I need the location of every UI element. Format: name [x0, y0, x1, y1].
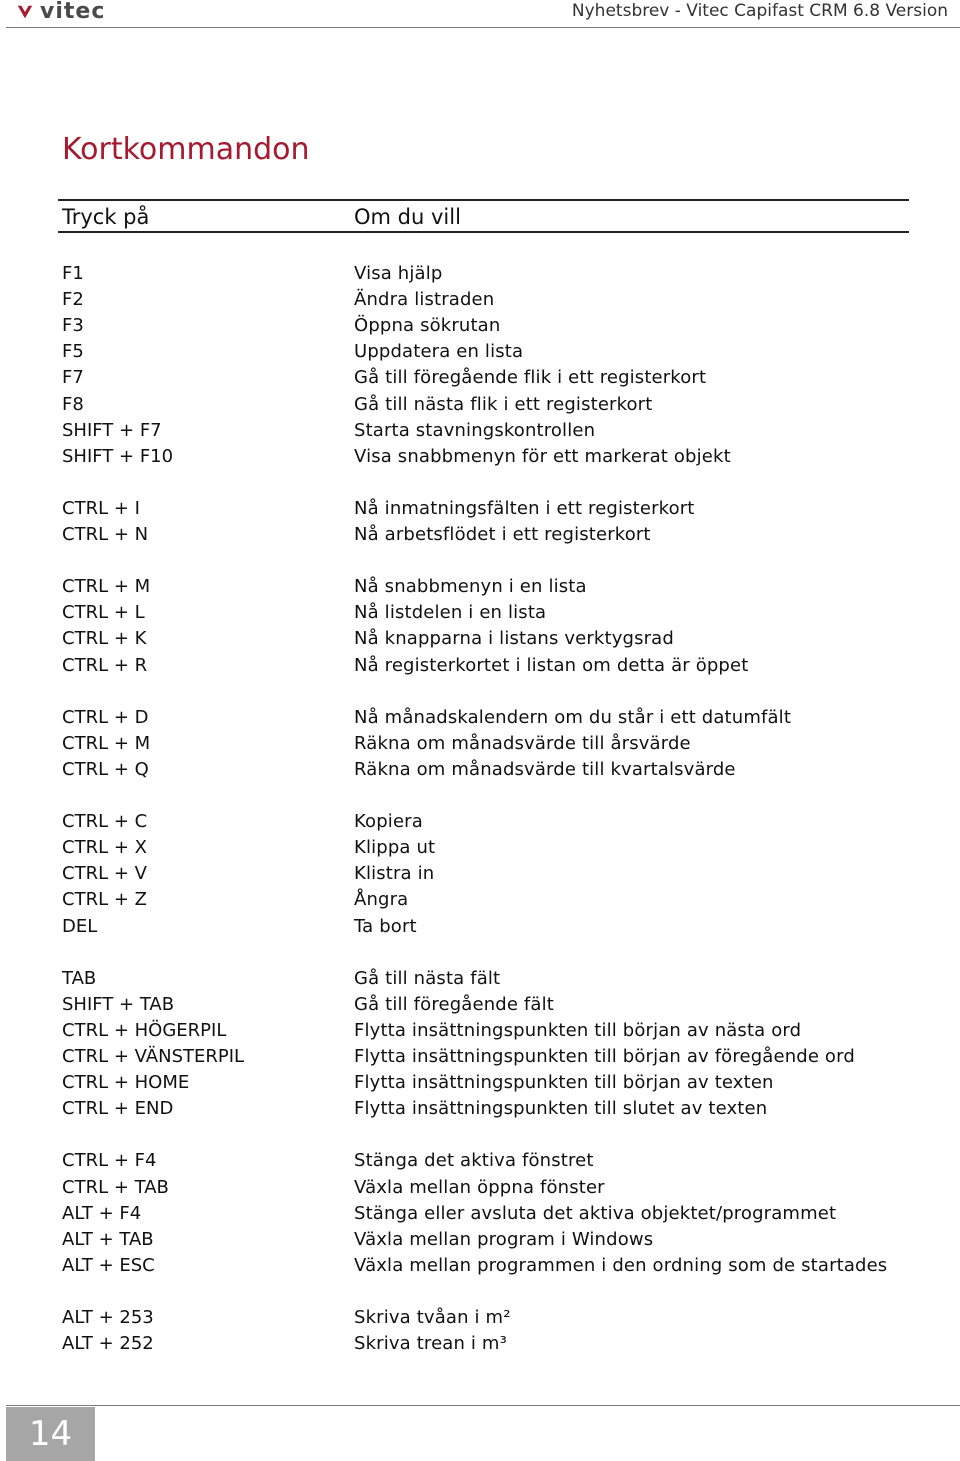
shortcut-key: ALT + ESC — [62, 1255, 155, 1276]
shortcut-action: Visa snabbmenyn för ett markerat objekt — [354, 446, 731, 467]
document-title: Nyhetsbrev - Vitec Capifast CRM 6.8 Version — [571, 1, 948, 21]
shortcut-action: Flytta insättningspunkten till början av föregående ord — [354, 1046, 855, 1067]
vitec-logo-icon — [16, 3, 34, 21]
shortcut-key: CTRL + R — [62, 655, 148, 676]
shortcut-key: CTRL + F4 — [62, 1150, 157, 1171]
table-header-rule — [58, 231, 909, 233]
shortcut-key: SHIFT + F10 — [62, 446, 174, 467]
shortcut-key: CTRL + HOME — [62, 1072, 190, 1093]
table-row — [0, 992, 960, 1018]
table-row — [0, 626, 960, 652]
shortcut-action: Ta bort — [354, 916, 417, 937]
shortcut-action: Nå registerkortet i listan om detta är öppet — [354, 655, 749, 676]
table-row — [0, 574, 960, 600]
shortcut-key: CTRL + V — [62, 863, 147, 884]
shortcut-action: Visa hjälp — [354, 263, 443, 284]
shortcut-action: Nå listdelen i en lista — [354, 602, 547, 623]
shortcut-action: Klippa ut — [354, 837, 436, 858]
shortcut-key: F3 — [62, 315, 84, 336]
shortcut-action: Stänga eller avsluta det aktiva objektet/programmet — [354, 1203, 837, 1224]
shortcut-key: F5 — [62, 341, 84, 362]
vitec-logo — [16, 2, 105, 22]
shortcut-action: Nå knapparna i listans verktygsrad — [354, 628, 674, 649]
shortcut-key: CTRL + I — [62, 498, 140, 519]
shortcut-action: Gå till föregående flik i ett registerkort — [354, 367, 707, 388]
shortcut-action: Starta stavningskontrollen — [354, 420, 596, 441]
shortcut-key: CTRL + M — [62, 576, 151, 597]
table-row — [0, 809, 960, 835]
shortcut-action: Ändra listraden — [354, 289, 495, 310]
shortcut-action: Uppdatera en lista — [354, 341, 524, 362]
table-row — [0, 1331, 960, 1357]
shortcut-action: Nå snabbmenyn i en lista — [354, 576, 587, 597]
shortcut-action: Växla mellan program i Windows — [354, 1229, 654, 1250]
shortcut-action: Stänga det aktiva fönstret — [354, 1150, 594, 1171]
shortcut-action: Kopiera — [354, 811, 423, 832]
table-row — [0, 1253, 960, 1279]
shortcut-action: Klistra in — [354, 863, 435, 884]
table-row — [0, 522, 960, 548]
section-title: Kortkommandon — [62, 132, 310, 167]
shortcut-key: F7 — [62, 367, 84, 388]
shortcut-action: Räkna om månadsvärde till kvartalsvärde — [354, 759, 736, 780]
table-row — [0, 1018, 960, 1044]
shortcut-action: Flytta insättningspunkten till början av nästa ord — [354, 1020, 802, 1041]
shortcut-key: CTRL + HÖGERPIL — [62, 1020, 227, 1041]
shortcut-action: Växla mellan programmen i den ordning som de startades — [354, 1255, 888, 1276]
shortcut-key: CTRL + C — [62, 811, 148, 832]
shortcut-key: ALT + 252 — [62, 1333, 154, 1354]
header-divider — [6, 27, 960, 28]
page-header — [0, 0, 960, 28]
table-row — [0, 444, 960, 470]
shortcut-key: F8 — [62, 394, 84, 415]
shortcut-action: Öppna sökrutan — [354, 315, 501, 336]
page-number: 14 — [6, 1407, 95, 1461]
shortcut-key: CTRL + X — [62, 837, 147, 858]
table-row — [0, 1148, 960, 1174]
shortcut-action: Gå till nästa flik i ett registerkort — [354, 394, 653, 415]
table-row — [0, 835, 960, 861]
table-row — [0, 757, 960, 783]
table-row — [0, 966, 960, 992]
table-row — [0, 313, 960, 339]
table-row — [0, 392, 960, 418]
shortcut-key: ALT + 253 — [62, 1307, 154, 1328]
shortcut-action: Flytta insättningspunkten till början av texten — [354, 1072, 774, 1093]
shortcut-key: CTRL + Q — [62, 759, 149, 780]
shortcut-action: Gå till föregående fält — [354, 994, 554, 1015]
shortcut-action: Skriva tvåan i m² — [354, 1307, 511, 1328]
table-row — [0, 705, 960, 731]
shortcut-action: Nå arbetsflödet i ett registerkort — [354, 524, 651, 545]
table-row — [0, 1070, 960, 1096]
table-row — [0, 1227, 960, 1253]
column-header-keys: Tryck på — [62, 205, 150, 229]
table-row — [0, 1201, 960, 1227]
shortcut-key: CTRL + END — [62, 1098, 174, 1119]
shortcut-key: TAB — [62, 968, 97, 989]
shortcut-key: SHIFT + TAB — [62, 994, 175, 1015]
shortcut-key: CTRL + D — [62, 707, 149, 728]
table-row — [0, 365, 960, 391]
table-row — [0, 1096, 960, 1122]
table-row — [0, 1305, 960, 1331]
table-row — [0, 861, 960, 887]
shortcut-action: Räkna om månadsvärde till årsvärde — [354, 733, 691, 754]
shortcut-key: F2 — [62, 289, 84, 310]
shortcut-key: ALT + F4 — [62, 1203, 142, 1224]
table-row — [0, 261, 960, 287]
table-row — [0, 600, 960, 626]
shortcut-action: Växla mellan öppna fönster — [354, 1177, 605, 1198]
table-row — [0, 887, 960, 913]
shortcut-key: DEL — [62, 916, 98, 937]
table-row — [0, 339, 960, 365]
table-row — [0, 731, 960, 757]
table-row — [0, 496, 960, 522]
shortcut-action: Ångra — [354, 889, 409, 910]
shortcut-key: CTRL + L — [62, 602, 145, 623]
shortcut-key: F1 — [62, 263, 84, 284]
shortcut-key: CTRL + Z — [62, 889, 147, 910]
shortcut-action: Gå till nästa fält — [354, 968, 501, 989]
table-row — [0, 1175, 960, 1201]
shortcut-key: SHIFT + F7 — [62, 420, 162, 441]
shortcut-key: CTRL + N — [62, 524, 149, 545]
shortcut-key: ALT + TAB — [62, 1229, 154, 1250]
column-header-actions: Om du vill — [354, 205, 461, 229]
shortcut-action: Nå månadskalendern om du står i ett datumfält — [354, 707, 792, 728]
shortcut-key: CTRL + VÄNSTERPIL — [62, 1046, 245, 1067]
footer-divider — [6, 1405, 960, 1406]
shortcut-action: Flytta insättningspunkten till slutet av texten — [354, 1098, 768, 1119]
table-row — [0, 1044, 960, 1070]
shortcut-action: Skriva trean i m³ — [354, 1333, 507, 1354]
table-top-rule — [58, 199, 909, 201]
shortcut-action: Nå inmatningsfälten i ett registerkort — [354, 498, 695, 519]
table-row — [0, 914, 960, 940]
table-row — [0, 287, 960, 313]
table-row — [0, 653, 960, 679]
logo-text: vitec — [40, 0, 106, 24]
shortcut-key: CTRL + K — [62, 628, 147, 649]
table-row — [0, 418, 960, 444]
shortcut-key: CTRL + TAB — [62, 1177, 169, 1198]
shortcut-key: CTRL + M — [62, 733, 151, 754]
